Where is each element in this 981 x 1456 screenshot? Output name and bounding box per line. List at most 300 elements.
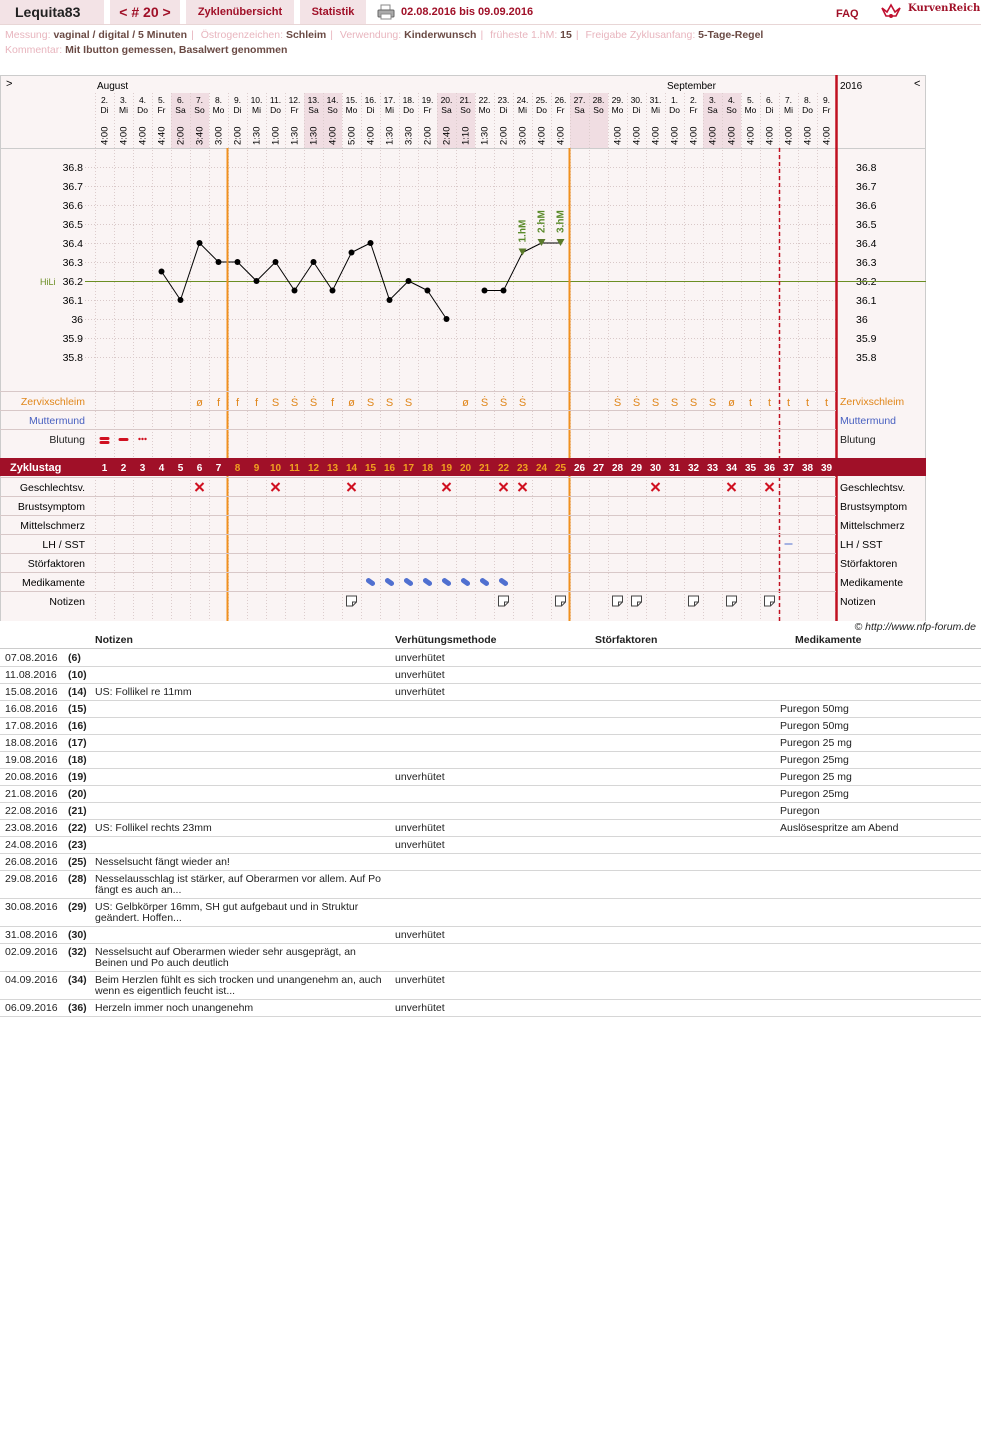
time-label: 4:00 [536, 126, 548, 145]
cervix-mark: Ṡ [499, 397, 508, 409]
temperature-point [349, 250, 355, 256]
y-tick-right: 36.6 [856, 200, 877, 212]
table-row [0, 752, 981, 769]
bleeding-mark-light [144, 438, 146, 440]
y-tick-left: 36 [71, 314, 83, 326]
cycle-day-number: 29 [630, 463, 643, 474]
row-date: 11.08.2016 [5, 669, 57, 681]
row-date: 31.08.2016 [5, 929, 58, 941]
row-label-left: Zervixschleim [20, 396, 85, 408]
weekday-label: Mo [212, 105, 225, 115]
cycle-day-number: 2 [120, 463, 127, 474]
row-label-right: Notizen [840, 596, 876, 608]
row-label-left: Brustsymptom [17, 501, 85, 513]
cycle-day-number: 19 [440, 463, 453, 474]
cycle-day-number: 16 [383, 463, 396, 474]
time-label: 4:00 [745, 126, 757, 145]
y-tick-left: 36.7 [62, 181, 83, 193]
cycle-day-number: 15 [364, 463, 377, 474]
cycle-info [5, 28, 980, 58]
row-method: unverhütet [395, 1002, 445, 1014]
row-date: 02.09.2016 [5, 946, 58, 958]
time-label: 4:00 [764, 126, 776, 145]
cervix-mark: t [786, 397, 791, 409]
row-cycle-day: (18) [68, 754, 87, 766]
weekday-label: So [593, 105, 604, 115]
bleeding-mark-medium [119, 438, 129, 441]
y-tick-right: 36.1 [856, 295, 877, 307]
table-row [0, 769, 981, 786]
day-label: 3. [708, 95, 717, 105]
day-label: 31. [649, 95, 662, 105]
table-row [0, 927, 981, 944]
row-label-left: Notizen [49, 596, 85, 608]
month-label: September [667, 81, 716, 92]
cervix-mark: f [254, 397, 259, 409]
table-row [0, 871, 981, 899]
table-row [0, 854, 981, 871]
row-medication: Puregon [780, 805, 820, 817]
cervix-mark: Ṡ [632, 397, 641, 409]
cycle-day-number: 24 [535, 463, 548, 474]
row-label-right: Geschlechtsv. [840, 482, 906, 494]
row-cycle-day: (16) [68, 720, 87, 732]
weekday-label: Mo [744, 105, 757, 115]
cycle-overview-link[interactable]: Zyklenübersicht [186, 0, 294, 24]
high-marker-label: 2.hM [536, 210, 548, 233]
row-medication: Puregon 25 mg [780, 737, 852, 749]
y-tick-left: 36.8 [62, 162, 83, 174]
day-label: 15. [345, 95, 358, 105]
day-label: 4. [138, 95, 147, 105]
table-row [0, 667, 981, 684]
nav-prev: > [6, 78, 13, 90]
weekday-label: Mi [518, 105, 527, 115]
day-label: 17. [383, 95, 396, 105]
cervix-mark: t [824, 397, 829, 409]
row-cycle-day: (29) [68, 901, 87, 913]
cervix-mark: t [748, 397, 753, 409]
weekday-label: Do [270, 105, 281, 115]
cycle-day-number: 4 [158, 463, 165, 474]
weekday-label: So [194, 105, 205, 115]
temperature-point [273, 259, 279, 265]
row-date: 24.08.2016 [5, 839, 58, 851]
weekday-label: Mi [784, 105, 793, 115]
cycle-day-number: 10 [269, 463, 282, 474]
logo[interactable] [880, 0, 980, 24]
day-label: 8. [214, 95, 223, 105]
row-label-right: Blutung [840, 434, 876, 446]
day-label: 27. [573, 95, 586, 105]
header-meds: Medikamente [795, 634, 862, 646]
row-cycle-day: (14) [68, 686, 87, 698]
weekday-label: Di [632, 105, 641, 115]
row-note: US: Gelbkörper 16mm, SH gut aufgebaut und in Struktur geändert. Hoffen... [95, 901, 359, 924]
day-label: 28. [592, 95, 605, 105]
time-label: 4:00 [783, 126, 795, 145]
time-label: 4:00 [612, 126, 624, 145]
cervix-mark: S [404, 397, 413, 409]
row-medication: Auslösespritze am Abend [780, 822, 899, 834]
faq-link[interactable]: FAQ [836, 8, 859, 20]
cervix-mark: Ṡ [518, 397, 527, 409]
copyright: © http://www.nfp-forum.de [854, 621, 976, 633]
time-label: 3:00 [213, 126, 225, 145]
day-label: 8. [803, 95, 812, 105]
weekday-label: So [726, 105, 737, 115]
cycle-day-number: 30 [649, 463, 662, 474]
cervix-mark: f [216, 397, 221, 409]
day-label: 22. [478, 95, 491, 105]
bleeding-mark-light [141, 438, 143, 440]
cervix-mark: S [689, 397, 698, 409]
temperature-point [501, 288, 507, 294]
cycle-day-number: 39 [820, 463, 833, 474]
cycle-day-number: 7 [215, 463, 222, 474]
day-label: 1. [670, 95, 679, 105]
cycle-day-number: 18 [421, 463, 434, 474]
weekday-label: Sa [574, 105, 585, 115]
info-row-2: Kommentar: Mit Ibutton gemessen, Basalwert genommen [5, 44, 288, 56]
cycle-day-number: 28 [611, 463, 624, 474]
weekday-label: Fr [157, 105, 166, 115]
y-tick-right: 36.8 [856, 162, 877, 174]
cervix-mark: S [385, 397, 394, 409]
row-cycle-day: (34) [68, 974, 87, 986]
table-row [0, 718, 981, 735]
time-label: 4:00 [137, 126, 149, 145]
row-label-right: Muttermund [840, 415, 897, 427]
y-tick-left: 36.6 [62, 200, 83, 212]
weekday-label: Di [366, 105, 375, 115]
temperature-point [444, 316, 450, 322]
cycle-day-number: 32 [687, 463, 700, 474]
bleeding-mark-heavy [100, 441, 110, 444]
y-tick-right: 36.4 [856, 238, 877, 250]
time-label: 5:00 [346, 126, 358, 145]
row-medication: Puregon 25mg [780, 788, 849, 800]
temperature-point [292, 288, 298, 294]
user-name: Lequita83 [0, 0, 104, 24]
temperature-point [159, 269, 165, 275]
cycle-day-number: 22 [497, 463, 510, 474]
time-label: 2:00 [422, 126, 434, 145]
table-row [0, 944, 981, 972]
y-tick-left: 36.3 [62, 257, 83, 269]
day-label: 7. [784, 95, 793, 105]
row-method: unverhütet [395, 974, 445, 986]
cycle-day-number: 27 [592, 463, 605, 474]
statistics-link[interactable]: Statistik [300, 0, 366, 24]
row-method: unverhütet [395, 652, 445, 664]
row-date: 07.08.2016 [5, 652, 58, 664]
day-label: 2. [689, 95, 698, 105]
cycle-day-number: 31 [668, 463, 681, 474]
table-row [0, 899, 981, 927]
row-cycle-day: (25) [68, 856, 87, 868]
y-tick-right: 35.8 [856, 352, 877, 364]
day-label: 26. [554, 95, 567, 105]
day-label: 29. [611, 95, 624, 105]
crown-icon [880, 2, 902, 20]
temperature-point [425, 288, 431, 294]
cycle-day-number: 14 [345, 463, 358, 474]
temperature-point [368, 240, 374, 246]
row-label-right: Zervixschleim [840, 396, 905, 408]
y-tick-right: 36 [856, 314, 868, 326]
logo-text: KurvenReich [908, 3, 981, 14]
time-label: 3:40 [194, 126, 206, 145]
time-label: 4:00 [631, 126, 643, 145]
row-label-right: Mittelschmerz [840, 520, 905, 532]
cycle-day-number: 21 [478, 463, 491, 474]
temperature-point [178, 297, 184, 303]
time-label: 2:40 [441, 126, 453, 145]
row-medication: Puregon 50mg [780, 720, 849, 732]
day-label: 4. [727, 95, 736, 105]
time-label: 4:00 [99, 126, 111, 145]
cycle-day-number: 37 [782, 463, 795, 474]
cycle-day-number: 13 [326, 463, 339, 474]
cervix-mark: Ṡ [290, 397, 299, 409]
temperature-point [254, 278, 260, 284]
date-range: 02.08.2016 bis 09.09.2016 [401, 6, 534, 18]
table-row [0, 820, 981, 837]
bleeding-mark-light [138, 438, 140, 440]
day-label: 14. [326, 95, 339, 105]
time-label: 2:00 [498, 126, 510, 145]
row-label-left: Störfaktoren [27, 558, 85, 570]
row-medication: Puregon 25mg [780, 754, 849, 766]
row-label-right: Brustsymptom [840, 501, 908, 513]
row-date: 23.08.2016 [5, 822, 58, 834]
row-date: 26.08.2016 [5, 856, 58, 868]
time-label: 4:40 [156, 126, 168, 145]
temperature-point [330, 288, 336, 294]
cycle-day-number: 33 [706, 463, 719, 474]
y-tick-left: 36.1 [62, 295, 83, 307]
time-label: 4:00 [327, 126, 339, 145]
time-label: 1:30 [479, 126, 491, 145]
row-note: Beim Herzlen fühlt es sich trocken und unangenehm an, auch wenn es eigentlich feucht ist... [95, 974, 382, 997]
cycle-day-number: 35 [744, 463, 757, 474]
day-label: 19. [421, 95, 434, 105]
nav-next: < [914, 78, 921, 90]
day-label: 9. [233, 95, 242, 105]
day-label: 20. [440, 95, 453, 105]
row-label-right: Störfaktoren [840, 558, 898, 570]
cycle-day-number: 5 [177, 463, 184, 474]
time-label: 4:00 [707, 126, 719, 145]
table-row [0, 735, 981, 752]
day-label: 23. [497, 95, 510, 105]
y-tick-right: 36.7 [856, 181, 877, 193]
row-medication: Puregon 25 mg [780, 771, 852, 783]
y-tick-right: 36.3 [856, 257, 877, 269]
header-notes: Notizen [95, 634, 133, 646]
time-label: 4:00 [821, 126, 833, 145]
time-label: 1:30 [308, 126, 320, 145]
day-label: 5. [746, 95, 755, 105]
row-medication: Puregon 50mg [780, 703, 849, 715]
row-note: Herzeln immer noch unangenehm [95, 1002, 254, 1014]
time-label: 1:00 [270, 126, 282, 145]
cycle-navigator[interactable]: < # 20 > [110, 0, 180, 24]
row-cycle-day: (19) [68, 771, 87, 783]
row-cycle-day: (23) [68, 839, 87, 851]
cycle-day-number: 6 [196, 463, 203, 474]
high-marker-label: 3.hM [555, 210, 567, 233]
weekday-label: Di [499, 105, 508, 115]
row-date: 21.08.2016 [5, 788, 58, 800]
weekday-label: Do [536, 105, 547, 115]
row-method: unverhütet [395, 771, 445, 783]
day-label: 9. [822, 95, 831, 105]
row-date: 30.08.2016 [5, 901, 58, 913]
weekday-label: Di [100, 105, 109, 115]
row-note: Nesselsucht fängt wieder an! [95, 856, 230, 868]
table-row [0, 837, 981, 854]
row-method: unverhütet [395, 822, 445, 834]
weekday-label: Sa [707, 105, 718, 115]
year-label: 2016 [840, 81, 863, 92]
row-method: unverhütet [395, 839, 445, 851]
weekday-label: Sa [175, 105, 186, 115]
weekday-label: Sa [308, 105, 319, 115]
cycle-chart [0, 75, 926, 621]
cervix-mark: S [708, 397, 717, 409]
y-tick-left: 36.4 [62, 238, 83, 250]
temperature-point [406, 278, 412, 284]
y-tick-right: 35.9 [856, 333, 877, 345]
row-note: US: Follikel rechts 23mm [95, 822, 212, 834]
row-date: 19.08.2016 [5, 754, 58, 766]
weekday-label: Fr [822, 105, 831, 115]
weekday-label: Fr [689, 105, 698, 115]
row-cycle-day: (20) [68, 788, 87, 800]
time-label: 2:00 [175, 126, 187, 145]
row-label-right: LH / SST [840, 539, 883, 551]
row-cycle-day: (30) [68, 929, 87, 941]
time-label: 4:00 [669, 126, 681, 145]
y-tick-left: 35.8 [62, 352, 83, 364]
day-label: 2. [100, 95, 109, 105]
weekday-label: So [460, 105, 471, 115]
weekday-label: Di [765, 105, 774, 115]
weekday-label: Fr [556, 105, 565, 115]
time-label: 3:30 [403, 126, 415, 145]
row-cycle-day: (36) [68, 1002, 87, 1014]
cycle-day-label: Zyklustag [10, 462, 62, 474]
row-note: Nesselsucht auf Oberarmen wieder sehr ausgeprägt, an Beinen und Po auch deutlich [95, 946, 356, 969]
day-label: 13. [307, 95, 320, 105]
row-cycle-day: (21) [68, 805, 87, 817]
day-label: 21. [459, 95, 472, 105]
day-label: 25. [535, 95, 548, 105]
time-label: 1:30 [251, 126, 263, 145]
row-method: unverhütet [395, 929, 445, 941]
cervix-mark: ø [728, 397, 735, 409]
cervix-mark: ø [462, 397, 469, 409]
weekday-label: Di [233, 105, 242, 115]
cervix-mark: S [670, 397, 679, 409]
notes-table-header [0, 634, 981, 649]
cervix-mark: t [805, 397, 810, 409]
weekday-label: So [327, 105, 338, 115]
row-label-left: Mittelschmerz [20, 520, 85, 532]
row-date: 17.08.2016 [5, 720, 58, 732]
day-label: 18. [402, 95, 415, 105]
cervix-mark: S [271, 397, 280, 409]
cervix-mark: ø [196, 397, 203, 409]
row-label-left: Blutung [49, 434, 85, 446]
cervix-mark: Ṡ [309, 397, 318, 409]
row-note: US: Follikel re 11mm [95, 686, 192, 698]
cycle-day-number: 38 [801, 463, 814, 474]
weekday-label: Mi [252, 105, 261, 115]
row-note: Nesselausschlag ist stärker, auf Oberarmen vor allem. Auf Po fängt es auch an... [95, 873, 381, 896]
cervix-mark: f [330, 397, 335, 409]
cycle-day-number: 1 [101, 463, 108, 474]
row-label-left: Geschlechtsv. [19, 482, 85, 494]
month-label: August [97, 81, 129, 92]
day-label: 5. [157, 95, 166, 105]
day-label: 6. [765, 95, 774, 105]
table-row [0, 1000, 981, 1017]
cycle-day-number: 25 [554, 463, 567, 474]
cervix-mark: S [366, 397, 375, 409]
table-row [0, 972, 981, 1000]
row-cycle-day: (28) [68, 873, 87, 885]
row-cycle-day: (15) [68, 703, 87, 715]
cycle-day-number: 12 [307, 463, 320, 474]
cycle-day-number: 20 [459, 463, 472, 474]
weekday-label: Do [669, 105, 680, 115]
printer-icon[interactable] [377, 4, 395, 20]
cycle-day-number: 9 [253, 463, 260, 474]
weekday-label: Do [802, 105, 813, 115]
row-cycle-day: (6) [68, 652, 81, 664]
y-tick-left: 36.2 [62, 276, 83, 288]
temperature-point [197, 240, 203, 246]
top-bar [0, 0, 981, 25]
day-label: 3. [119, 95, 128, 105]
day-label: 7. [195, 95, 204, 105]
time-label: 4:00 [650, 126, 662, 145]
cover-line-label: HiLi [40, 277, 56, 287]
weekday-label: Sa [441, 105, 452, 115]
row-label-left: Medikamente [21, 577, 85, 589]
weekday-label: Mo [611, 105, 624, 115]
header-method: Verhütungsmethode [395, 634, 497, 646]
table-row [0, 650, 981, 667]
cervix-mark: S [651, 397, 660, 409]
row-label-left: LH / SST [42, 539, 85, 551]
cycle-day-number: 17 [402, 463, 415, 474]
temperature-point [235, 259, 241, 265]
row-date: 20.08.2016 [5, 771, 58, 783]
weekday-label: Fr [290, 105, 299, 115]
row-cycle-day: (32) [68, 946, 87, 958]
row-method: unverhütet [395, 686, 445, 698]
row-date: 22.08.2016 [5, 805, 58, 817]
y-tick-right: 36.2 [856, 276, 877, 288]
row-date: 15.08.2016 [5, 686, 58, 698]
time-label: 4:00 [726, 126, 738, 145]
row-date: 04.09.2016 [5, 974, 58, 986]
time-label: 1:30 [289, 126, 301, 145]
